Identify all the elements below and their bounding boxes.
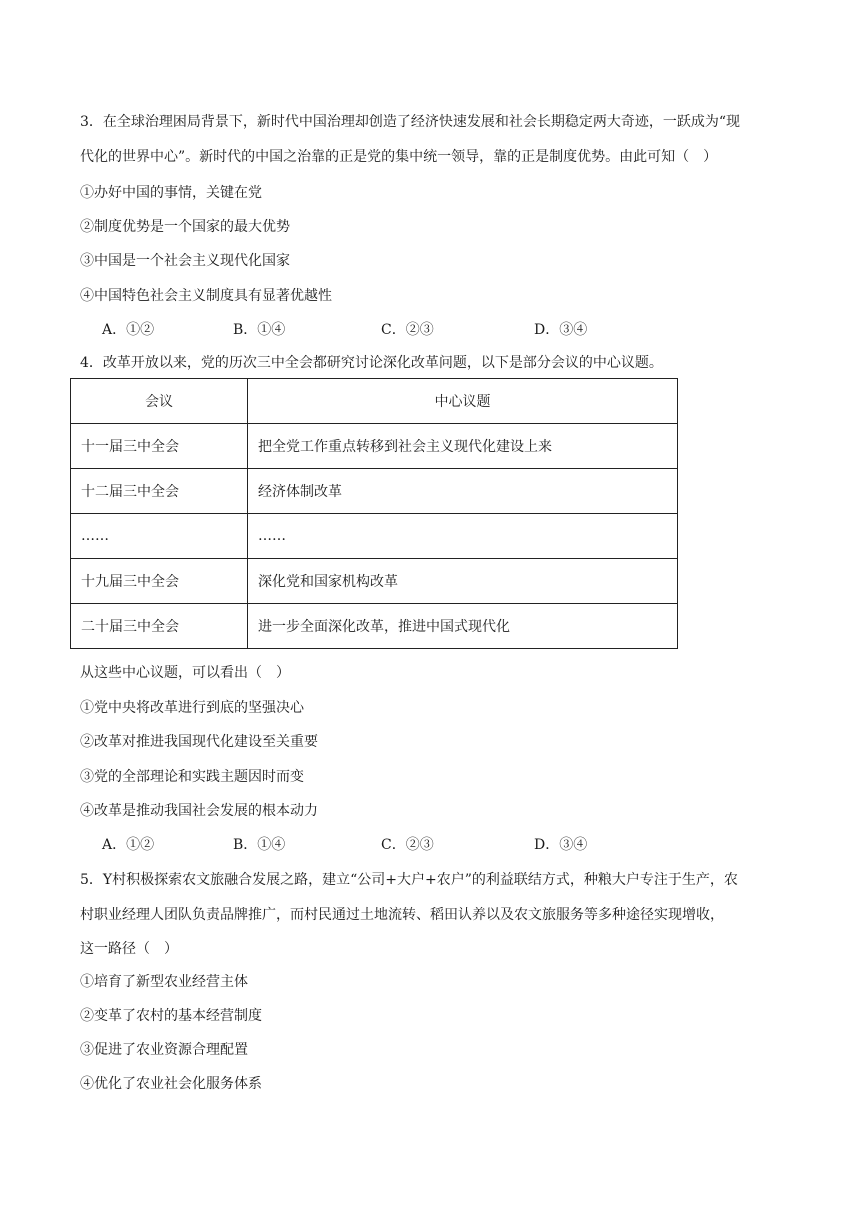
q3-statement-1: ①办好中国的事情，关键在党 xyxy=(80,185,262,201)
q3-stem-line2: 代化的世界中心”。新时代的中国之治靠的正是党的集中统一领导，靠的正是制度优势。由此可知（ ） xyxy=(80,149,718,165)
meeting-cell: 二十届三中全会 xyxy=(71,604,248,649)
q4-option-a[interactable]: A．①② xyxy=(102,837,155,853)
table-row xyxy=(71,424,678,469)
meeting-cell: 十九届三中全会 xyxy=(71,559,248,604)
q4-statement-3: ③党的全部理论和实践主题因时而变 xyxy=(80,769,304,785)
topic-cell: 经济体制改革 xyxy=(248,469,678,514)
header-meeting: 会议 xyxy=(71,379,248,424)
topic-cell: 把全党工作重点转移到社会主义现代化建设上来 xyxy=(248,424,678,469)
q5-stem-line3: 这一路径（ ） xyxy=(80,941,178,957)
meeting-cell: 十一届三中全会 xyxy=(71,424,248,469)
q4-statement-2: ②改革对推进我国现代化建设至关重要 xyxy=(80,734,318,750)
q5-stem-line2: 村职业经理人团队负责品牌推广，而村民通过土地流转、稻田认养以及农文旅服务等多种途径实现增收， xyxy=(80,907,724,923)
q3-statement-4: ④中国特色社会主义制度具有显著优越性 xyxy=(80,288,332,304)
table-row xyxy=(71,514,678,559)
q5-stem-line1: 5．Y村积极探索农文旅融合发展之路，建立“公司+大户+农户”的利益联结方式，种粮大户专注于生产，农 xyxy=(80,872,738,888)
q4-options xyxy=(102,834,662,856)
q3-statement-2: ②制度优势是一个国家的最大优势 xyxy=(80,219,290,235)
q5-statement-3: ③促进了农业资源合理配置 xyxy=(80,1042,248,1058)
q3-stem-line1: 3．在全球治理困局背景下，新时代中国治理却创造了经济快速发展和社会长期稳定两大奇迹，一跃成为“现 xyxy=(80,114,741,130)
q3-option-c[interactable]: C．②③ xyxy=(381,322,434,338)
meeting-cell: …… xyxy=(71,514,248,559)
meetings-table xyxy=(70,378,678,649)
q3-options xyxy=(102,319,662,341)
table-row xyxy=(71,469,678,514)
topic-cell: 进一步全面深化改革，推进中国式现代化 xyxy=(248,604,678,649)
header-central-topic: 中心议题 xyxy=(248,379,678,424)
q3-option-b[interactable]: B．①④ xyxy=(233,322,286,338)
q4-option-c[interactable]: C．②③ xyxy=(381,837,434,853)
table-row xyxy=(71,604,678,649)
meeting-cell: 十二届三中全会 xyxy=(71,469,248,514)
table-row xyxy=(71,559,678,604)
q5-statement-2: ②变革了农村的基本经营制度 xyxy=(80,1008,262,1024)
q4-option-b[interactable]: B．①④ xyxy=(233,837,286,853)
q3-statement-3: ③中国是一个社会主义现代化国家 xyxy=(80,253,290,269)
q4-statement-1: ①党中央将改革进行到底的坚强决心 xyxy=(80,700,304,716)
topic-cell: 深化党和国家机构改革 xyxy=(248,559,678,604)
q3-option-d[interactable]: D．③④ xyxy=(534,322,588,338)
table-header-row xyxy=(71,379,678,424)
q4-stem: 4．改革开放以来，党的历次三中全会都研究讨论深化改革问题，以下是部分会议的中心议题。 xyxy=(80,355,663,371)
q5-statement-1: ①培育了新型农业经营主体 xyxy=(80,974,248,990)
q4-statement-4: ④改革是推动我国社会发展的根本动力 xyxy=(80,803,318,819)
q4-question: 从这些中心议题，可以看出（ ） xyxy=(80,665,290,681)
topic-cell: …… xyxy=(248,514,678,559)
q4-option-d[interactable]: D．③④ xyxy=(534,837,588,853)
q3-option-a[interactable]: A．①② xyxy=(102,322,155,338)
q5-statement-4: ④优化了农业社会化服务体系 xyxy=(80,1076,262,1092)
